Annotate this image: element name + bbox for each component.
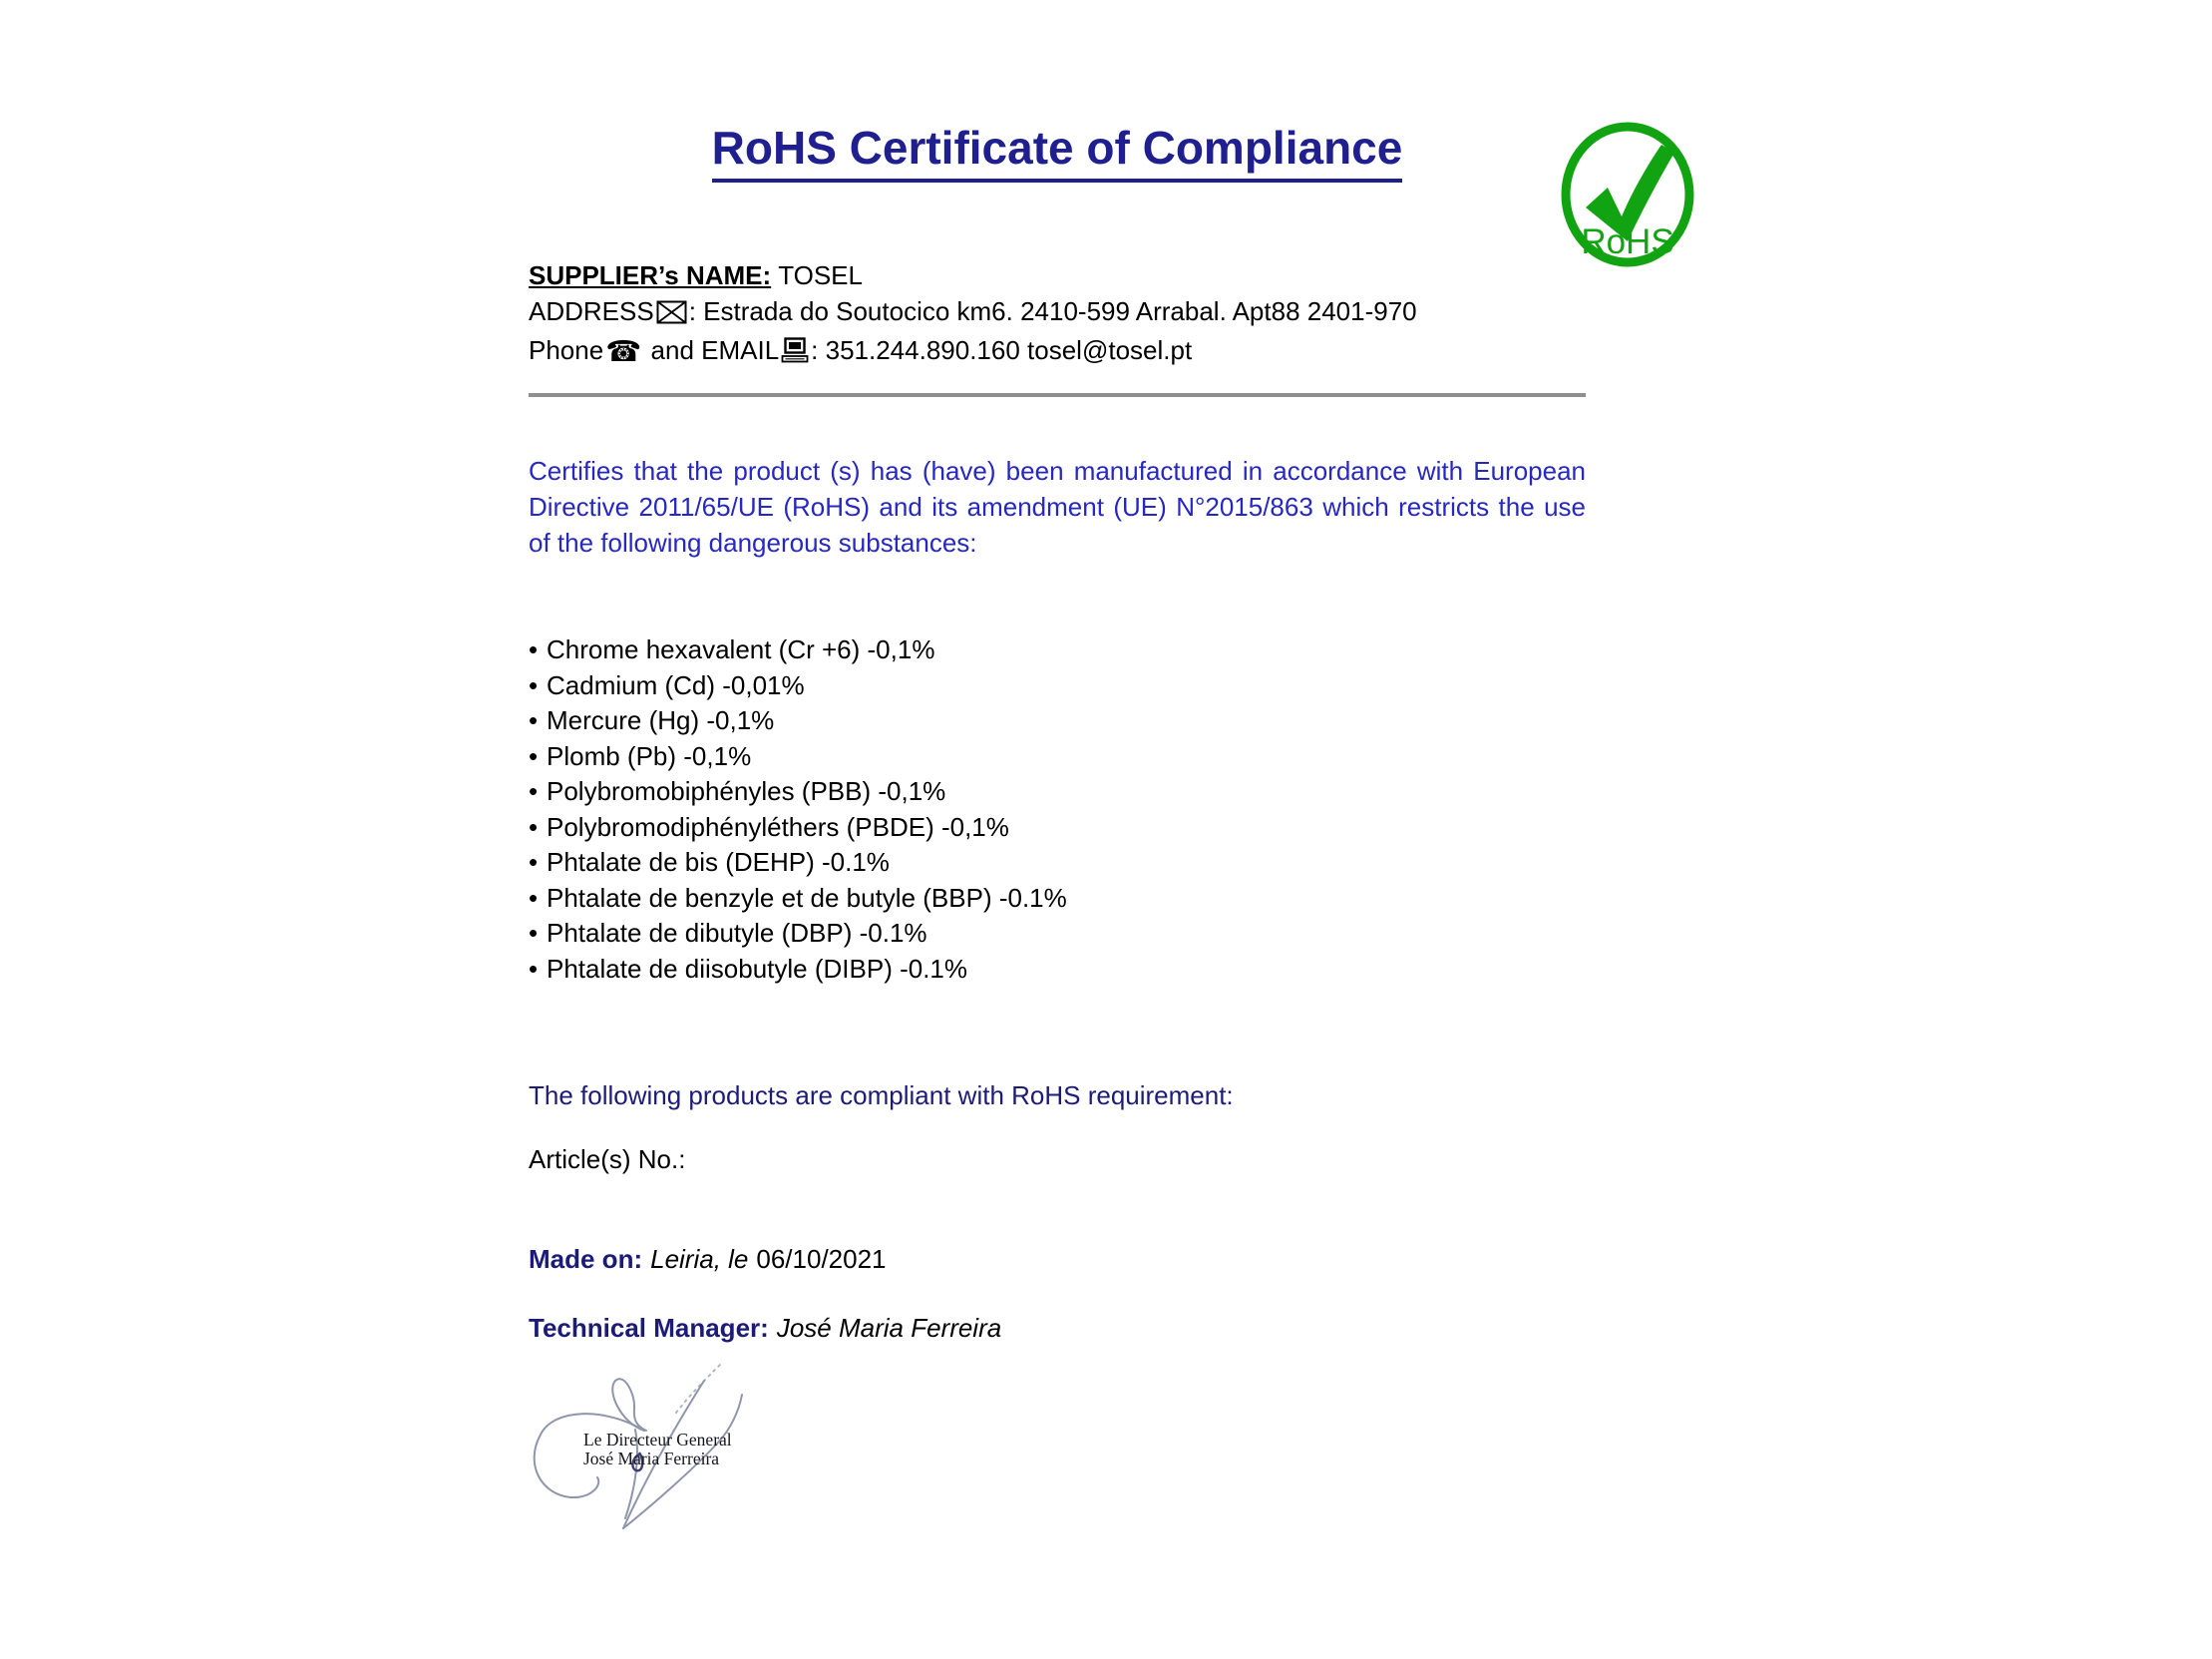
supplier-name-value: TOSEL bbox=[778, 260, 863, 290]
substance-item: • Mercure (Hg) -0,1% bbox=[529, 703, 1586, 739]
article-number-label: Article(s) No.: bbox=[529, 1144, 686, 1174]
supplier-name-line bbox=[529, 258, 1417, 294]
supplier-contact-line bbox=[529, 333, 1417, 373]
signature-name: José Maria Ferreira bbox=[583, 1448, 720, 1468]
signature-text-block bbox=[583, 1431, 732, 1467]
computer-icon bbox=[781, 337, 809, 373]
rohs-logo bbox=[1558, 120, 1697, 269]
substance-item: • Cadmium (Cd) -0,01% bbox=[529, 668, 1586, 704]
contact-value: : 351.244.890.160 tosel@tosel.pt bbox=[811, 335, 1193, 365]
substance-item: • Phtalate de diisobutyle (DIBP) -0.1% bbox=[529, 952, 1586, 988]
made-on-place: Leiria, le bbox=[650, 1244, 749, 1274]
substance-item: • Plomb (Pb) -0,1% bbox=[529, 739, 1586, 775]
made-on-label: Made on: bbox=[529, 1244, 643, 1274]
supplier-address-line bbox=[529, 294, 1417, 334]
substances-list bbox=[529, 632, 1586, 987]
address-value: : Estrada do Soutocico km6. 2410-599 Arrabal. Apt88 2401-970 bbox=[688, 295, 1417, 326]
substance-item: • Polybromodiphényléthers (PBDE) -0,1% bbox=[529, 810, 1586, 846]
address-label: ADDRESS bbox=[529, 295, 654, 326]
telephone-icon: ☎ bbox=[605, 334, 642, 368]
substance-item: • Phtalate de dibutyle (DBP) -0.1% bbox=[529, 916, 1586, 952]
technical-manager-label: Technical Manager: bbox=[529, 1313, 769, 1343]
substance-item: • Phtalate de bis (DEHP) -0.1% bbox=[529, 845, 1586, 881]
logo-text: RoHS bbox=[1581, 222, 1674, 261]
certification-paragraph: Certifies that the product (s) has (have) been manufactured in accordance with European Directive 2011/65/UE (RoHS) and its amendment (UE) N°2015/863 which restricts the use of the following dangerous substances: bbox=[529, 456, 1586, 558]
horizontal-divider bbox=[529, 393, 1586, 397]
made-on-line bbox=[529, 1242, 887, 1278]
substance-item: • Chrome hexavalent (Cr +6) -0,1% bbox=[529, 632, 1586, 668]
page-title: RoHS Certificate of Compliance bbox=[712, 122, 1403, 183]
email-label: and EMAIL bbox=[643, 335, 780, 365]
substance-item: • Polybromobiphényles (PBB) -0,1% bbox=[529, 774, 1586, 810]
compliance-statement: The following products are compliant with RoHS requirement: bbox=[529, 1080, 1234, 1110]
envelope-icon bbox=[656, 298, 687, 334]
technical-manager-name: José Maria Ferreira bbox=[776, 1313, 1002, 1343]
title-container bbox=[529, 122, 1586, 183]
phone-label: Phone bbox=[529, 335, 604, 365]
signature-title: Le Directeur General bbox=[583, 1430, 732, 1450]
supplier-name-label: SUPPLIER’s NAME: bbox=[529, 260, 772, 290]
made-on-date: 06/10/2021 bbox=[756, 1244, 887, 1274]
supplier-block bbox=[529, 258, 1417, 373]
substance-item: • Phtalate de benzyle et de butyle (BBP) -0.1% bbox=[529, 881, 1586, 917]
